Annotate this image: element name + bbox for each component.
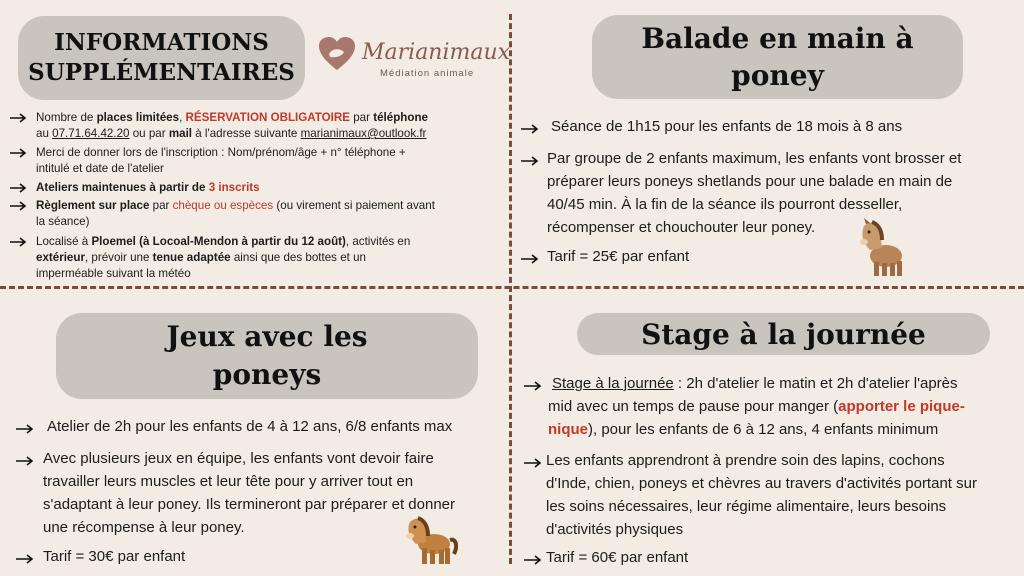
stage-item2-l3: les soins nécessaires, leur régime alimentaire, leurs besoins	[546, 498, 947, 515]
balade-item2-l1: Par groupe de 2 enfants maximum, les enfants vont brosser et	[547, 150, 962, 167]
info5-p3: , activités en	[345, 235, 411, 248]
arrow-icon	[521, 254, 541, 264]
jeux-title-line2: poneys	[212, 358, 322, 391]
arrow-icon	[521, 156, 541, 166]
phone-link[interactable]: 07.71.64.42.20	[52, 127, 130, 140]
info4-p4: (ou virement si paiement avant	[273, 199, 435, 212]
balade-item2-l4: récompenser et chouchouter leur poney.	[547, 219, 816, 236]
info1-p3: ,	[179, 111, 186, 124]
info4-p2: par	[149, 199, 173, 212]
balade-title-box	[592, 15, 963, 99]
jeux-item2-l4: une récompense à leur poney.	[43, 519, 245, 536]
email-link[interactable]: marianimaux@outlook.fr	[300, 127, 427, 140]
logo-tagline: Médiation animale	[380, 68, 475, 79]
info1-p2: places limitées	[96, 111, 180, 124]
heart-logo-icon	[318, 36, 356, 72]
info1-p1: Nombre de	[36, 111, 97, 124]
info-title-line1: INFORMATIONS	[54, 29, 269, 56]
stage-item3: Tarif = 60€ par enfant	[546, 549, 689, 566]
stage-item2-l4: d'activités physiques	[546, 521, 684, 538]
balade-title-line2: poney	[731, 59, 824, 92]
jeux-item2-l3: s'adaptant à leur poney. Ils termineront par préparer et donner	[43, 496, 455, 513]
info1-p10: mail	[168, 127, 193, 140]
info5-p2: Ploemel (à Locoal-Mendon à partir du 12 août)	[91, 235, 346, 248]
info-title-line2: SUPPLÉMENTAIRES	[28, 59, 295, 86]
info3-p1: Ateliers maintenues à partir de	[36, 181, 209, 194]
stage-item1-a: Stage à la journée	[552, 375, 674, 392]
info1-p4: RÉSERVATION OBLIGATOIRE	[185, 111, 351, 124]
arrow-icon	[10, 148, 28, 158]
info4-p3: chèque ou espèces	[172, 199, 274, 212]
info5-p5: , prévoir une	[84, 251, 153, 264]
balade-title-line1: Balade en main à	[641, 22, 914, 55]
balade-item2-l2: préparer leurs poneys shetlands pour une balade en main de	[547, 173, 953, 190]
stage-item1-c: mid avec un temps de pause pour manger (	[548, 398, 839, 415]
jeux-item3: Tarif = 30€ par enfant	[43, 548, 186, 565]
info2-p1: Merci de donner lors de l'inscription : Nom/prénom/âge + n° téléphone +	[36, 146, 406, 159]
arrow-icon	[16, 424, 36, 434]
info1-p7: au	[36, 127, 53, 140]
jeux-title-box	[56, 313, 478, 399]
arrow-icon	[524, 458, 544, 468]
arrow-icon	[16, 456, 36, 466]
stage-item1-e: nique	[548, 421, 588, 438]
arrow-icon	[10, 237, 28, 247]
info1-p11: à l'adresse suivante	[192, 127, 301, 140]
stage-item1-b: : 2h d'atelier le matin et 2h d'atelier l'après	[673, 375, 958, 392]
arrow-icon	[16, 554, 36, 564]
balade-item3: Tarif = 25€ par enfant	[547, 248, 690, 265]
arrow-icon	[524, 555, 544, 565]
info1-p5: par	[350, 111, 374, 124]
info4-p5: la séance)	[36, 215, 90, 228]
arrow-icon	[521, 124, 541, 134]
jeux-item1: Atelier de 2h pour les enfants de 4 à 12 ans, 6/8 enfants max	[47, 418, 453, 435]
vertical-divider	[509, 14, 512, 564]
info-title-box	[18, 16, 305, 100]
info5-p8: imperméable suivant la météo	[36, 267, 191, 280]
logo-name: Marianimaux	[362, 40, 511, 65]
arrow-icon	[10, 183, 28, 193]
stage-list	[524, 373, 1022, 573]
balade-item1: Séance de 1h15 pour les enfants de 18 mois à 8 ans	[551, 118, 903, 135]
balade-item2-l3: 40/45 min. À la fin de la séance ils pourront desseller,	[547, 196, 903, 213]
info4-p1: Règlement sur place	[36, 199, 150, 212]
balade-list	[521, 116, 1021, 281]
jeux-title-line1: Jeux avec les	[166, 320, 368, 353]
info5-p6: tenue adaptée	[152, 251, 231, 264]
stage-item1-f: ), pour les enfants de 6 à 12 ans, 4 enfants minimum	[588, 421, 939, 438]
arrow-icon	[524, 381, 544, 391]
horizontal-divider	[0, 286, 1024, 289]
stage-title: Stage à la journée	[641, 317, 926, 351]
stage-title-box	[577, 313, 990, 355]
info5-p7: ainsi que des bottes et un	[230, 251, 366, 264]
info1-p9: ou par	[129, 127, 169, 140]
jeux-item2-l2: travailler leurs muscles et leur tête pour y arriver tout en	[43, 473, 414, 490]
stage-item2-l2: d'Inde, chien, poneys et chèvres au travers d'activités portant sur	[546, 475, 977, 492]
jeux-item2-l1: Avec plusieurs jeux en équipe, les enfants vont devoir faire	[43, 450, 434, 467]
info5-p1: Localisé à	[36, 235, 92, 248]
pony-icon	[852, 216, 912, 278]
info1-p6: téléphone	[373, 111, 428, 124]
arrow-icon	[10, 113, 28, 123]
arrow-icon	[10, 201, 28, 211]
info5-p4: extérieur	[36, 251, 85, 264]
stage-item2-l1: Les enfants apprendront à prendre soin des lapins, cochons	[546, 452, 945, 469]
pony-icon	[402, 516, 460, 568]
info3-p2: 3 inscrits	[208, 181, 260, 194]
logo	[318, 36, 511, 82]
stage-item1-d: apporter le pique-	[838, 398, 965, 415]
info2-p2: intitulé et date de l'atelier	[36, 162, 164, 175]
